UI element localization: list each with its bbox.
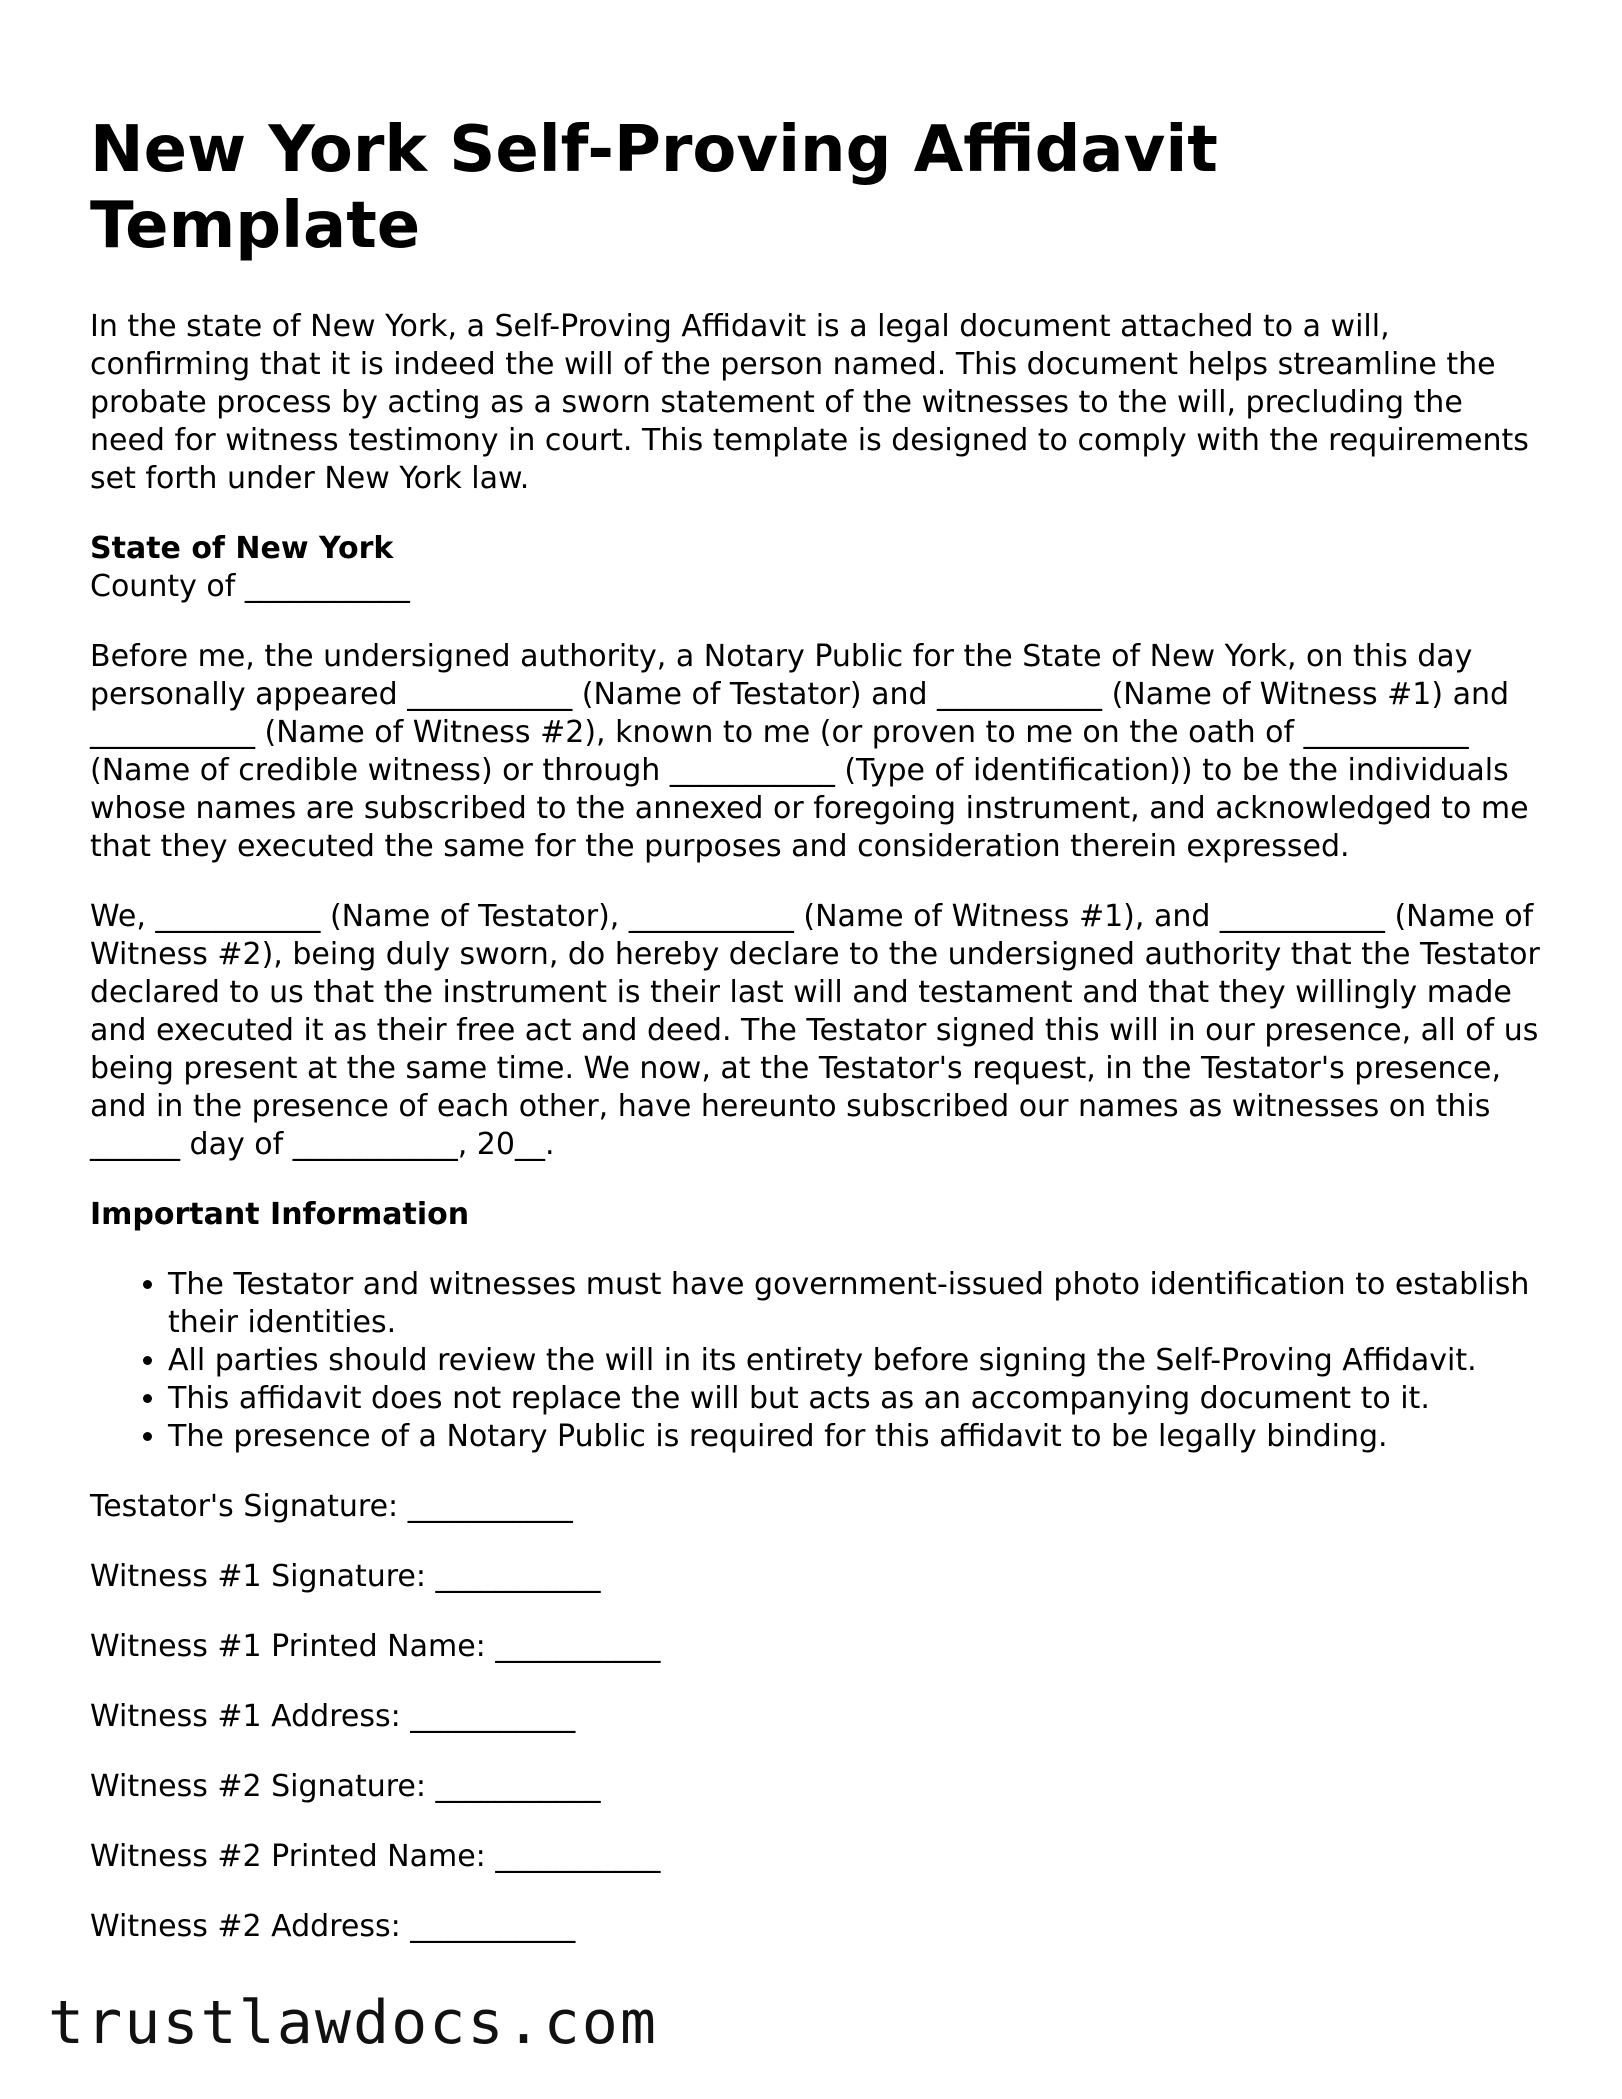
important-heading: Important Information bbox=[90, 1197, 470, 1232]
witness2-signature-line: Witness #2 Signature: ___________ bbox=[90, 1769, 601, 1804]
witness2-address-line: Witness #2 Address: ___________ bbox=[90, 1909, 576, 1944]
watermark: trustlawdocs.com bbox=[48, 1988, 658, 2058]
declaration-paragraph: We, ___________ (Name of Testator), ___________ (Name of Witness #1), and ___________ (Name of Witness #2), being duly sworn, do hereby declare to the undersigned authority that the Testator declared to us that the instrument is their last will and testament and that they willingly made and executed it as their free act and deed. The Testator signed this will in our presence, all of us being present at the same time. We now, at the Testator's request, in the Testator's presence, and in the presence of each other, have hereunto subscribed our names as witnesses on this ______ day of ___________, 20__. bbox=[90, 899, 1540, 1162]
important-list bbox=[90, 1266, 1540, 1456]
intro-paragraph: In the state of New York, a Self-Proving Affidavit is a legal document attached to a will, confirming that it is indeed the will of the person named. This document helps streamline the probate process by acting as a sworn statement of the witnesses to the will, precluding the need for witness testimony in court. This template is designed to comply with the requirements set forth under New York law. bbox=[90, 309, 1529, 496]
venue-block bbox=[90, 530, 1540, 606]
testator-signature-line: Testator's Signature: ___________ bbox=[90, 1489, 573, 1524]
venue-county: County of ___________ bbox=[90, 569, 410, 604]
list-item: • This affidavit does not replace the will but acts as an accompanying document to it. bbox=[168, 1380, 1540, 1418]
witness1-signature-line: Witness #1 Signature: ___________ bbox=[90, 1559, 601, 1594]
page-title: New York Self-Proving Affidavit Template bbox=[90, 113, 1218, 263]
witness1-printed-name-line: Witness #1 Printed Name: ___________ bbox=[90, 1629, 661, 1664]
notary-paragraph: Before me, the undersigned authority, a Notary Public for the State of New York, on this day personally appeared ___________ (Name of Testator) and ___________ (Name of Witness #1) and ___________ (Name of Witness #2), known to me (or proven to me on the oath of ___________ (Name of credible witness) or through ___________ (Type of identification)) to be the individuals whose names are subscribed to the annexed or foregoing instrument, and acknowledged to me that they executed the same for the purposes and consideration therein expressed. bbox=[90, 639, 1529, 864]
witness1-address-line: Witness #1 Address: ___________ bbox=[90, 1699, 576, 1734]
venue-state: State of New York bbox=[90, 531, 394, 566]
witness2-printed-name-line: Witness #2 Printed Name: ___________ bbox=[90, 1839, 661, 1874]
list-item: • The presence of a Notary Public is required for this affidavit to be legally binding. bbox=[168, 1418, 1540, 1456]
list-item: • All parties should review the will in its entirety before signing the Self-Proving Affidavit. bbox=[168, 1342, 1540, 1380]
document-page bbox=[90, 112, 1540, 1978]
list-item: • The Testator and witnesses must have government-issued photo identification to establish their identities. bbox=[168, 1266, 1540, 1342]
